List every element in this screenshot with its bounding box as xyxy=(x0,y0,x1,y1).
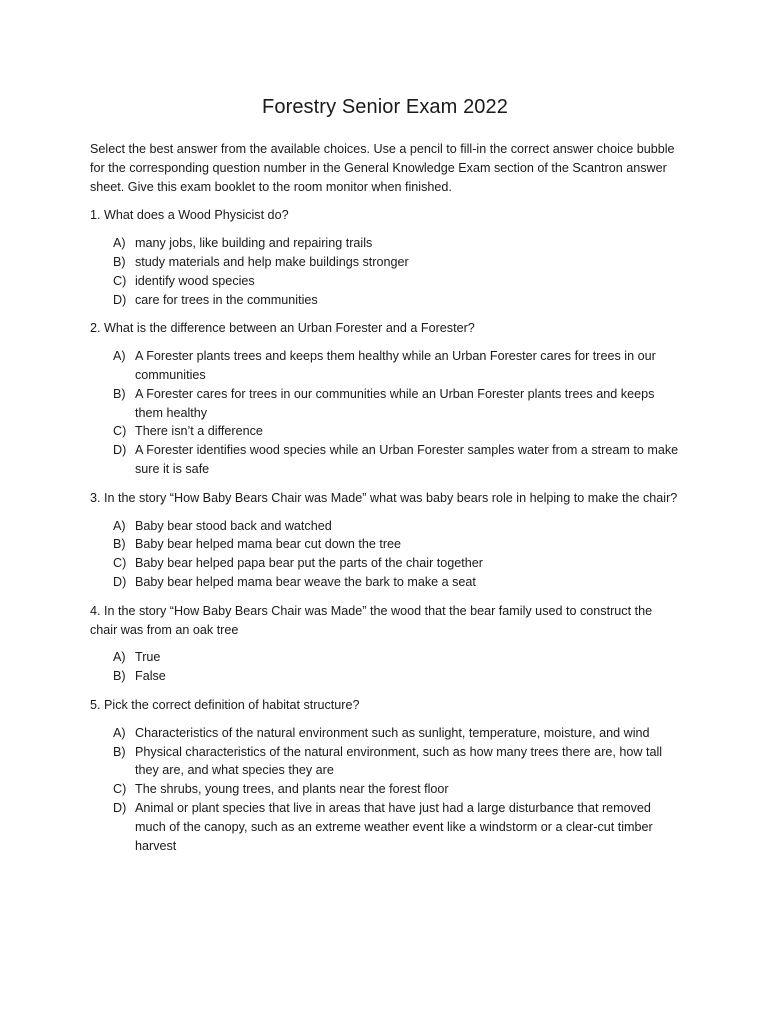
choice-letter: D) xyxy=(113,443,127,458)
question-text: 1. What does a Wood Physicist do? xyxy=(90,208,289,223)
choice-letter: B) xyxy=(113,254,126,269)
choice-text: A Forester plants trees and keeps them healthy while an Urban Forester cares for trees in our communities xyxy=(135,349,656,382)
answer-choice-5-d xyxy=(90,799,680,855)
question-text: 5. Pick the correct definition of habitat structure? xyxy=(90,697,360,712)
choice-text: study materials and help make buildings stronger xyxy=(135,254,409,269)
answer-choice-3-b xyxy=(90,535,680,554)
choice-list xyxy=(90,234,680,309)
answer-choice-4-b xyxy=(90,667,680,686)
exam-instructions: Select the best answer from the available choices. Use a pencil to fill-in the correct answer choice bubble for the corresponding question number in the General Knowledge Exam section of the Scantron answer sheet. Give this exam booklet to the room monitor when finished. xyxy=(90,142,675,194)
choice-text: A Forester identifies wood species while an Urban Forester samples water from a stream to make sure it is safe xyxy=(135,443,679,476)
answer-choice-4-a xyxy=(90,648,680,667)
choice-letter: C) xyxy=(113,782,127,797)
choice-text: False xyxy=(135,669,166,684)
choice-list xyxy=(90,724,680,856)
choice-list xyxy=(90,517,680,592)
question-text: 2. What is the difference between an Urban Forester and a Forester? xyxy=(90,321,475,336)
question-5 xyxy=(90,696,680,855)
choice-list xyxy=(90,347,680,479)
answer-choice-5-b xyxy=(90,743,680,781)
choice-letter: B) xyxy=(113,386,126,401)
choice-text: Baby bear stood back and watched xyxy=(135,518,332,533)
answer-choice-2-c xyxy=(90,422,680,441)
exam-page xyxy=(90,94,680,865)
answer-choice-2-b xyxy=(90,385,680,423)
choice-text: The shrubs, young trees, and plants near the forest floor xyxy=(135,782,449,797)
choice-letter: A) xyxy=(113,236,126,251)
answer-choice-1-d xyxy=(90,291,680,310)
choice-text: care for trees in the communities xyxy=(135,292,318,307)
choice-text: Baby bear helped papa bear put the parts of the chair together xyxy=(135,556,483,571)
choice-letter: A) xyxy=(113,349,126,364)
choice-text: Baby bear helped mama bear cut down the tree xyxy=(135,537,402,552)
choice-letter: C) xyxy=(113,424,127,439)
choice-text: Characteristics of the natural environment such as sunlight, temperature, moisture, and wind xyxy=(135,725,650,740)
choice-letter: C) xyxy=(113,273,127,288)
choice-list xyxy=(90,648,680,686)
question-1 xyxy=(90,206,680,309)
choice-letter: B) xyxy=(113,669,126,684)
question-text: 4. In the story “How Baby Bears Chair was Made” the wood that the bear family used to construct the chair was from an oak tree xyxy=(90,603,653,637)
choice-text: A Forester cares for trees in our communities while an Urban Forester plants trees and keeps them healthy xyxy=(135,386,655,420)
choice-letter: D) xyxy=(113,800,127,815)
answer-choice-5-c xyxy=(90,780,680,799)
answer-choice-3-a xyxy=(90,517,680,536)
choice-letter: D) xyxy=(113,574,127,589)
answer-choice-3-d xyxy=(90,573,680,592)
question-list xyxy=(90,206,680,855)
choice-letter: C) xyxy=(113,556,127,571)
choice-letter: B) xyxy=(113,744,126,759)
question-3 xyxy=(90,489,680,592)
choice-text: Animal or plant species that live in areas that have just had a large disturbance that removed much of the canopy, such as an extreme weather event like a windstorm or a clear-cut timber harvest xyxy=(135,800,653,853)
answer-choice-2-a xyxy=(90,347,680,385)
answer-choice-5-a xyxy=(90,724,680,743)
answer-choice-1-c xyxy=(90,272,680,291)
choice-letter: A) xyxy=(113,650,126,665)
choice-letter: A) xyxy=(113,725,126,740)
choice-letter: D) xyxy=(113,292,127,307)
answer-choice-2-d xyxy=(90,441,680,479)
choice-text: True xyxy=(135,650,161,665)
choice-text: Physical characteristics of the natural environment, such as how many trees there are, how tall they are, and what species they are xyxy=(135,744,663,778)
question-4 xyxy=(90,602,680,686)
question-text: 3. In the story “How Baby Bears Chair was Made” what was baby bears role in helping to make the chair? xyxy=(90,490,678,505)
choice-letter: B) xyxy=(113,537,126,552)
exam-title: Forestry Senior Exam 2022 xyxy=(262,96,508,118)
choice-text: many jobs, like building and repairing trails xyxy=(135,236,373,251)
answer-choice-3-c xyxy=(90,554,680,573)
choice-letter: A) xyxy=(113,518,126,533)
choice-text: identify wood species xyxy=(135,273,255,288)
choice-text: There isn’t a difference xyxy=(135,424,263,439)
answer-choice-1-b xyxy=(90,253,680,272)
answer-choice-1-a xyxy=(90,234,680,253)
question-2 xyxy=(90,319,680,478)
choice-text: Baby bear helped mama bear weave the bark to make a seat xyxy=(135,574,476,589)
